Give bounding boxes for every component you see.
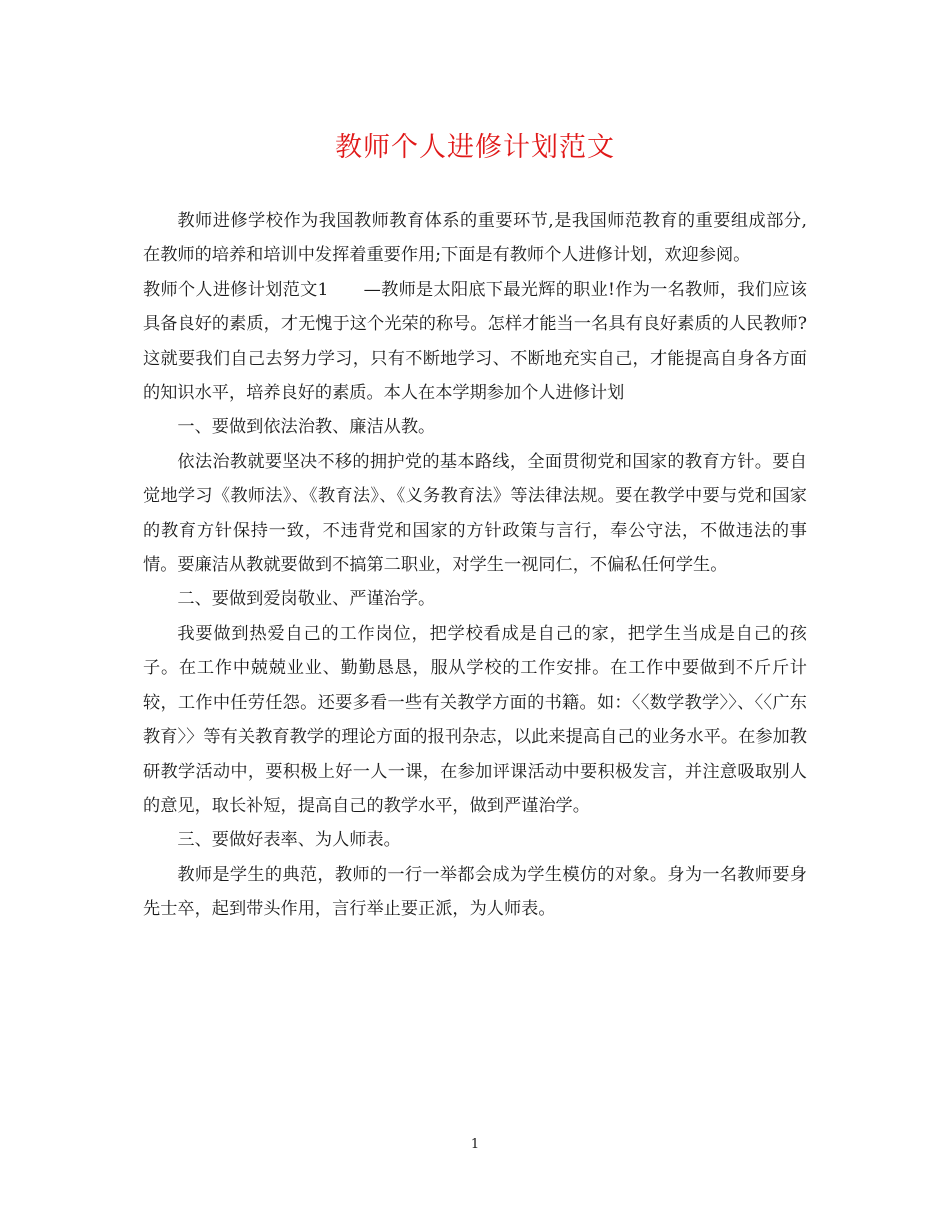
page-title: 教师个人进修计划范文 (335, 132, 615, 163)
section-heading-1: 一、要做到依法治教、廉洁从教。 (177, 417, 436, 438)
section-heading-2: 二、要做到爱岗敬业、严谨治学。 (177, 589, 436, 610)
section-heading-3: 三、要做好表率、为人师表。 (177, 830, 401, 851)
paragraph-sample-heading: 教师个人进修计划范文1 —教师是太阳底下最光辉的职业!作为一名教师，我们应该具备良好的素质，才无愧于这个光荣的称号。怎样才能当一名具有良好素质的人民教师?这就要我们自己去努力学习，只有不断地学习、不断地充实自己，才能提高自身各方面的知识水平，培养良好的素质。本人在本学期参加个人进修计划 (143, 279, 807, 404)
document-body (143, 204, 807, 927)
paragraph-section-2: 我要做到热爱自己的工作岗位，把学校看成是自己的家，把学生当成是自己的孩子。在工作中兢兢业业、勤勤恳恳，服从学校的工作安排。在工作中要做到不斤斤计较，工作中任劳任怨。还要多看一些有关教学方面的书籍。如：〈〈数学教学〉〉、〈〈广东教育〉〉等有关教育教学的理论方面的报刊杂志，以此来提高自己的业务水平。在参加教研教学活动中，要积极上好一人一课，在参加评课活动中要积极发言，并注意吸取别人的意见，取长补短，提高自己的教学水平，做到严谨治学。 (143, 623, 807, 816)
paragraph-intro: 教师进修学校作为我国教师教育体系的重要环节,是我国师范教育的重要组成部分,在教师的培养和培训中发挥着重要作用;下面是有教师个人进修计划，欢迎参阅。 (143, 211, 807, 266)
paragraph-section-1: 依法治教就要坚决不移的拥护党的基本路线，全面贯彻党和国家的教育方针。要自觉地学习《教师法》、《教育法》、《义务教育法》等法律法规。要在教学中要与党和国家的教育方针保持一致，不违背党和国家的方针政策与言行，奉公守法，不做违法的事情。要廉洁从教就要做到不搞第二职业，对学生一视同仁，不偏私任何学生。 (143, 451, 807, 576)
paragraph-section-3: 教师是学生的典范，教师的一行一举都会成为学生模仿的对象。身为一名教师要身先士卒，起到带头作用，言行举止要正派，为人师表。 (143, 864, 807, 920)
page-number: 1 (470, 1137, 480, 1152)
